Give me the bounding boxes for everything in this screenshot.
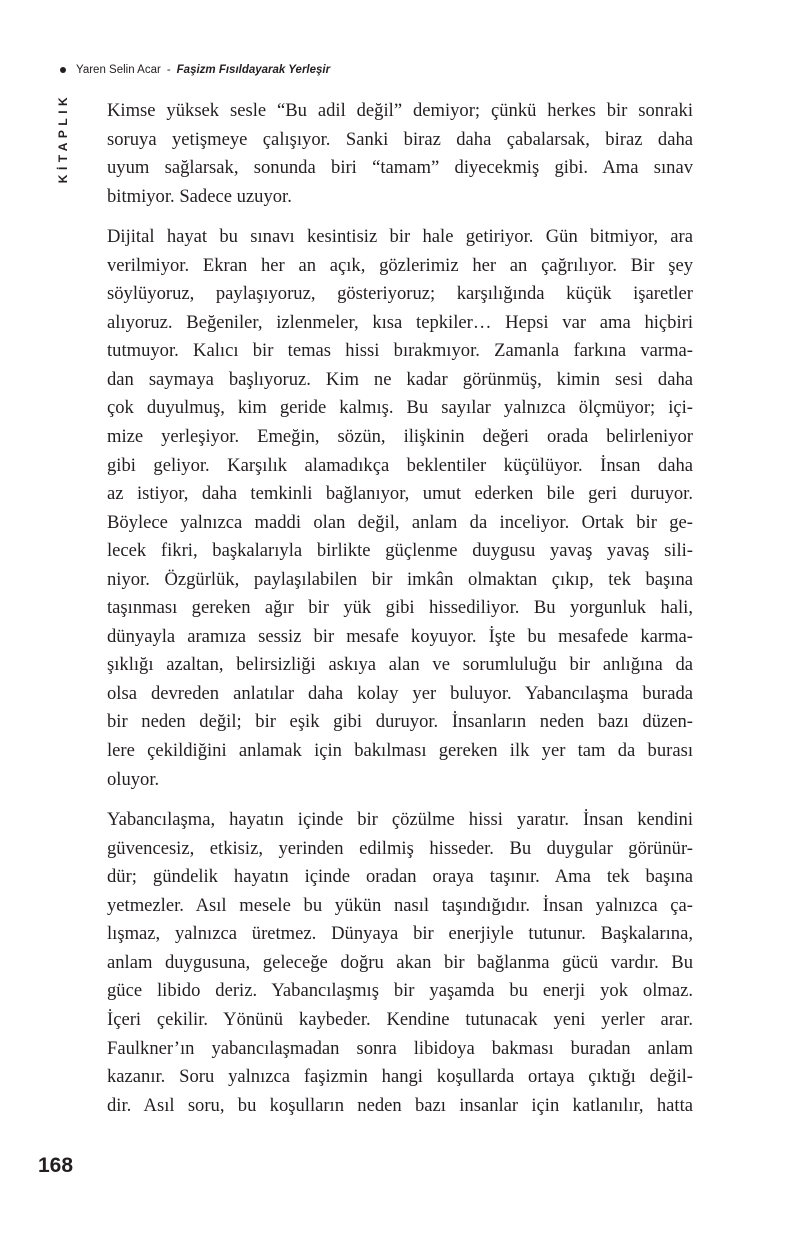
text-line: güvencesiz, etkisiz, yerinden edilmiş hisseder. Bu duygular görünür- xyxy=(107,837,693,859)
text-line: niyor. Özgürlük, paylaşılabilen bir imkân olmaktan çıkıp, tek başına xyxy=(107,568,693,590)
text-line: Böylece yalnızca maddi olan değil, anlam da inceliyor. Ortak bir ge- xyxy=(107,511,693,533)
text-line: az istiyor, daha temkinli bağlanıyor, umut ederken bile geri duruyor. xyxy=(107,483,693,505)
text-line: bitmiyor. Sadece uzuyor. xyxy=(107,185,292,207)
running-header xyxy=(60,64,330,76)
text-line: verilmiyor. Ekran her an açık, gözlerimiz her an çağrılıyor. Bir şey xyxy=(107,254,693,276)
text-line: dir. Asıl soru, bu koşulların neden bazı insanlar için katlanılır, hatta xyxy=(107,1094,693,1116)
page-number: 168 xyxy=(38,1154,74,1177)
paragraph xyxy=(107,806,693,1120)
text-line: yetmezler. Asıl mesele bu yükün nasıl taşındığıdır. İnsan yalnızca ça- xyxy=(107,894,693,916)
text-line: gibi geliyor. Karşılık alamadıkça beklentiler küçülüyor. İnsan daha xyxy=(107,454,693,476)
header-author: Yaren Selin Acar xyxy=(76,64,161,76)
header-separator: - xyxy=(166,64,171,76)
text-line: bir neden değil; bir eşik gibi duruyor. İnsanların neden bazı düzen- xyxy=(107,711,693,733)
text-line: dür; gündelik hayatın içinde oradan oraya taşınır. Ama tek başına xyxy=(107,866,693,888)
text-line: dünyayla aramıza sessiz bir mesafe koyuyor. İşte bu mesafede karma- xyxy=(107,625,693,647)
text-line: kazanır. Soru yalnızca faşizmin hangi koşullarda ortaya çıktığı değil- xyxy=(107,1066,693,1088)
text-line: oluyor. xyxy=(107,768,160,790)
text-line: tutmuyor. Kalıcı bir temas hissi bırakmıyor. Zamanla farkına varma- xyxy=(107,340,693,362)
bullet-icon xyxy=(60,67,66,73)
text-line: mize yerleşiyor. Emeğin, sözün, ilişkinin değeri orada belirleniyor xyxy=(107,426,693,448)
text-line: dan saymaya başlıyoruz. Kim ne kadar görünmüş, kimin sesi daha xyxy=(107,368,693,390)
text-line: İçeri çekilir. Yönünü kaybeder. Kendine tutunacak yeni yerler arar. xyxy=(107,1008,693,1030)
text-line: taşınması gereken ağır bir yük gibi hissediliyor. Bu yorgunluk hali, xyxy=(107,597,693,619)
paragraph xyxy=(107,223,693,794)
text-line: şıklığı azaltan, belirsizliği askıya alan ve sorumluluğu bir anlığına da xyxy=(107,654,693,676)
text-line: Kimse yüksek sesle “Bu adil değil” demiyor; çünkü herkes bir sonraki xyxy=(107,100,693,121)
body-text xyxy=(107,97,693,1132)
text-line: alıyoruz. Beğeniler, izlenmeler, kısa tepkiler… Hepsi var ama hiçbiri xyxy=(107,311,693,333)
text-line: anlam duygusuna, geleceğe doğru akan bir bağlanma gücü vardır. Bu xyxy=(107,951,693,973)
text-line: uyum sağlarsak, sonunda biri “tamam” diyecekmiş gibi. Ama sınav xyxy=(107,157,693,179)
text-line: lere çekildiğini anlamak için bakılması gereken ilk yer tam da burası xyxy=(107,740,693,762)
text-line: Faulkner’ın yabancılaşmadan sonra libidoya bakması buradan anlam xyxy=(107,1037,693,1059)
text-line: olsa devreden anlatılar daha kolay yer buluyor. Yabancılaşma burada xyxy=(107,682,693,704)
sidebar-label xyxy=(54,90,72,186)
text-line: lecek fikri, başkalarıyla birlikte güçlenme duygusu yavaş yavaş sili- xyxy=(107,540,693,562)
sidebar-label-text: KİTAPLIK xyxy=(56,92,70,184)
text-line: güce libido deriz. Yabancılaşmış bir yaşamda bu enerji yok olmaz. xyxy=(107,980,693,1002)
text-line: çok duyulmuş, kim geride kalmış. Bu sayılar yalnızca ölçmüyor; içi- xyxy=(107,397,693,419)
header-book-title: Faşizm Fısıldayarak Yerleşir xyxy=(176,64,331,76)
text-line: Yabancılaşma, hayatın içinde bir çözülme hissi yaratır. İnsan kendini xyxy=(107,809,693,831)
paragraph xyxy=(107,97,693,211)
text-line: söylüyoruz, paylaşıyoruz, gösteriyoruz; karşılığında küçük işaretler xyxy=(107,283,693,305)
text-line: soruya yetişmeye çalışıyor. Sanki biraz daha çabalarsak, biraz daha xyxy=(107,128,693,150)
text-line: lışmaz, yalnızca üretmez. Dünyaya bir enerjiyle tutunur. Başkalarına, xyxy=(107,923,693,945)
text-line: Dijital hayat bu sınavı kesintisiz bir hale getiriyor. Gün bitmiyor, ara xyxy=(107,226,693,248)
